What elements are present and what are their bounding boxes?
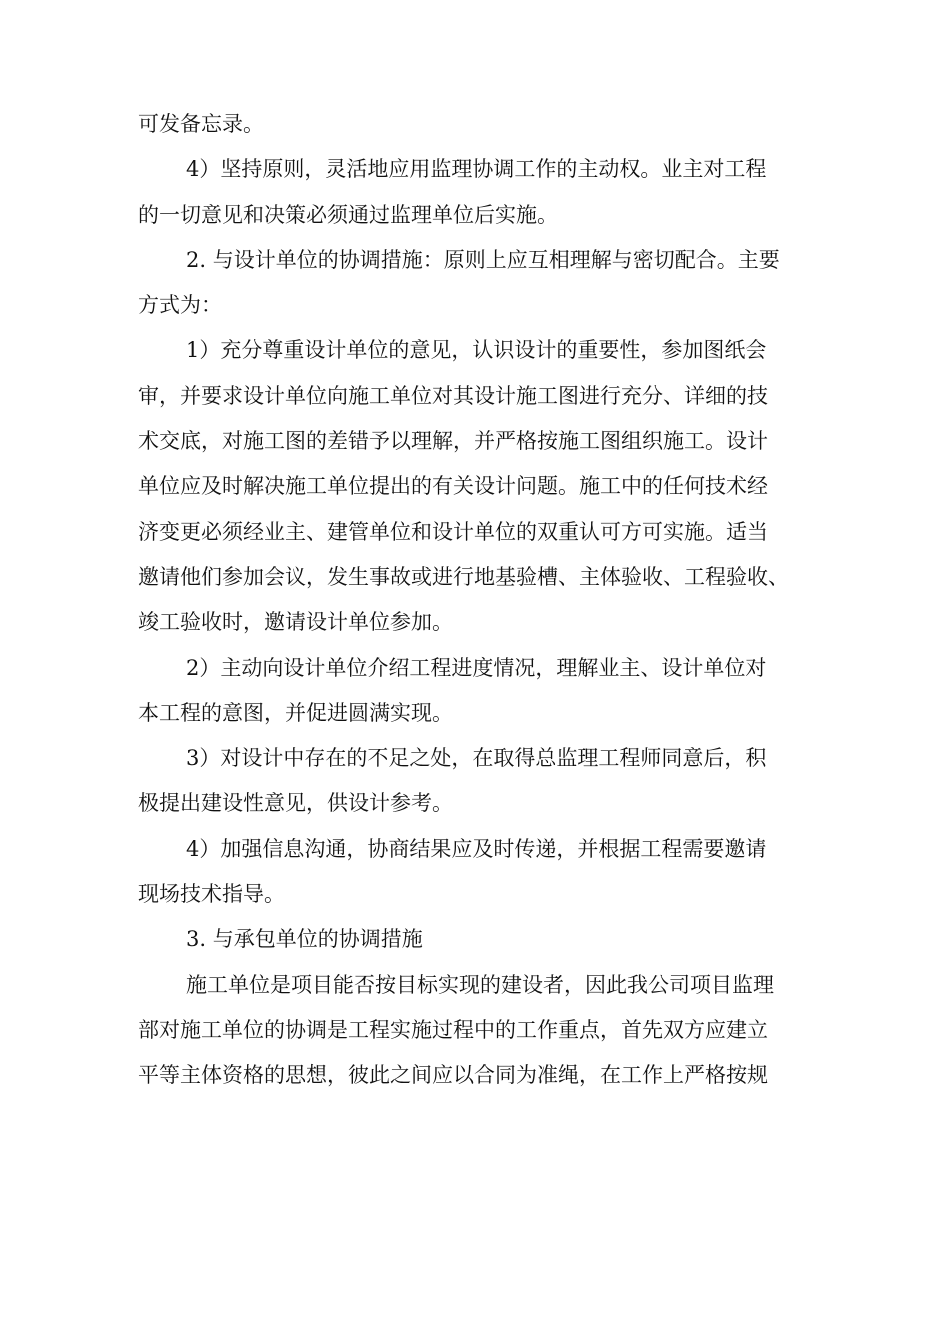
- text-line: 的一切意见和决策必须通过监理单位后实施。: [138, 202, 558, 227]
- text-line: 施工单位是项目能否按目标实现的建设者，因此我公司项目监理: [186, 972, 774, 997]
- text-line: 2. 与设计单位的协调措施：原则上应互相理解与密切配合。主要: [186, 247, 780, 272]
- text-line: 邀请他们参加会议，发生事故或进行地基验槽、主体验收、工程验收、: [138, 564, 789, 589]
- body-text: [138, 102, 838, 1099]
- text-line: 部对施工单位的协调是工程实施过程中的工作重点，首先双方应建立: [138, 1017, 768, 1042]
- text-line: 平等主体资格的思想，彼此之间应以合同为准绳，在工作上严格按规: [138, 1063, 768, 1088]
- text-line: 竣工验收时，邀请设计单位参加。: [138, 610, 453, 635]
- text-line: 极提出建设性意见，供设计参考。: [138, 791, 453, 816]
- text-line: 现场技术指导。: [138, 882, 285, 907]
- text-line: 方式为：: [138, 293, 222, 318]
- text-line: 济变更必须经业主、建管单位和设计单位的双重认可方可实施。适当: [138, 519, 768, 544]
- text-line: 4）加强信息沟通，协商结果应及时传递，并根据工程需要邀请: [186, 836, 767, 861]
- text-line: 4）坚持原则，灵活地应用监理协调工作的主动权。业主对工程: [186, 157, 767, 182]
- text-line: 2）主动向设计单位介绍工程进度情况，理解业主、设计单位对: [186, 655, 767, 680]
- text-line: 3）对设计中存在的不足之处，在取得总监理工程师同意后，积: [186, 746, 767, 771]
- text-line: 审，并要求设计单位向施工单位对其设计施工图进行充分、详细的技: [138, 383, 768, 408]
- text-line: 术交底，对施工图的差错予以理解，并严格按施工图组织施工。设计: [138, 429, 768, 454]
- section-heading: 3. 与承包单位的协调措施: [186, 927, 423, 952]
- text-line: 单位应及时解决施工单位提出的有关设计问题。施工中的任何技术经: [138, 474, 768, 499]
- text-line: 可发备忘录。: [138, 112, 264, 136]
- text-line: 1）充分尊重设计单位的意见，认识设计的重要性，参加图纸会: [186, 338, 767, 363]
- text-line: 本工程的意图，并促进圆满实现。: [138, 700, 453, 725]
